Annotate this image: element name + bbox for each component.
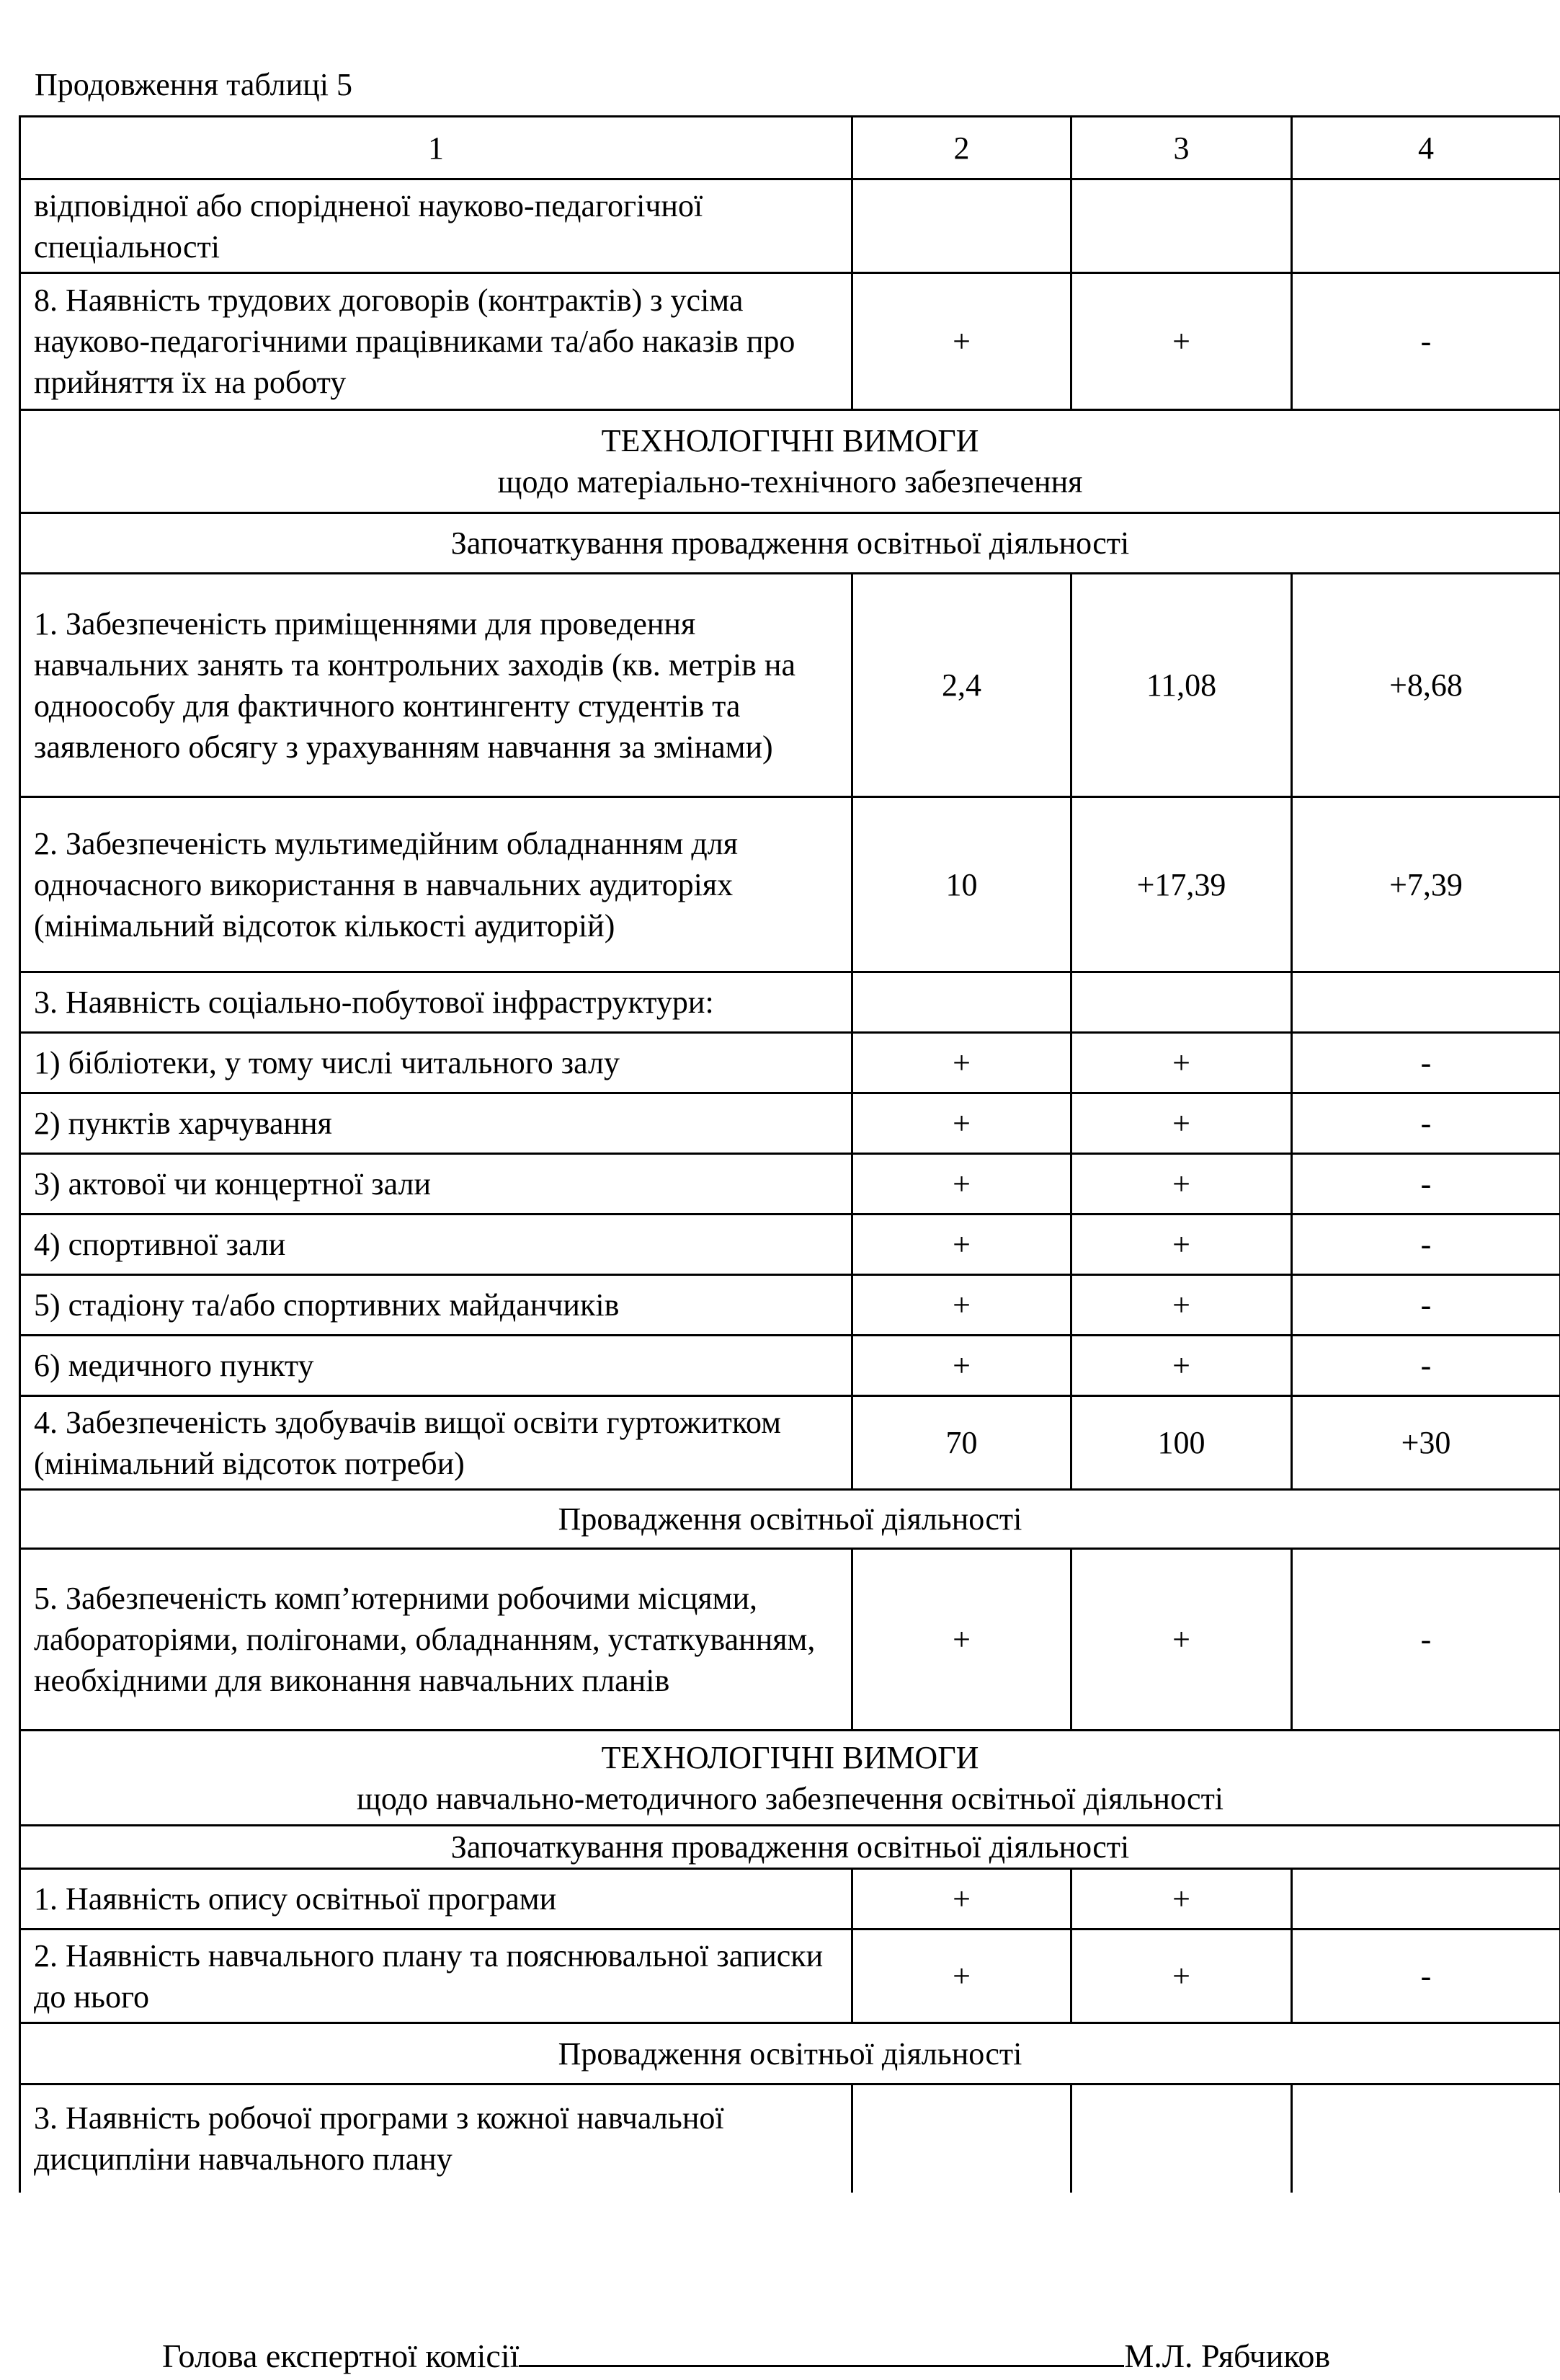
header-row [20, 117, 1560, 179]
column-header-1: 1 [20, 117, 852, 179]
value-column-4: - [1292, 1154, 1560, 1215]
requirement-text: 5) стадіону та/або спортивних майданчиків [20, 1275, 852, 1336]
value-column-2: + [852, 1033, 1071, 1093]
value-column-2: 2,4 [852, 574, 1071, 797]
table-row [20, 574, 1560, 797]
value-column-4 [1292, 972, 1560, 1033]
value-column-3: + [1071, 273, 1292, 410]
subsection-header-row [20, 1490, 1560, 1549]
table-row [20, 972, 1560, 1033]
section-header-row [20, 1731, 1560, 1826]
value-column-4: +8,68 [1292, 574, 1560, 797]
column-header-2: 2 [852, 117, 1071, 179]
signature-line [519, 2332, 1124, 2367]
table-row [20, 1396, 1560, 1490]
table-row [20, 1930, 1560, 2023]
value-column-3: 11,08 [1071, 574, 1292, 797]
subsection-title: Започаткування провадження освітньої діяльності [20, 1826, 1560, 1869]
value-column-3: + [1071, 1154, 1292, 1215]
value-column-2 [852, 179, 1071, 273]
value-column-2: 10 [852, 797, 1071, 972]
requirement-text: 4. Забезпеченість здобувачів вищої освіти гуртожитком (мінімальний відсоток потреби) [20, 1396, 852, 1490]
value-column-2: + [852, 1930, 1071, 2023]
requirement-text: 3. Наявність робочої програми з кожної навчальної дисципліни навчального плану [20, 2084, 852, 2193]
table-row [20, 1154, 1560, 1215]
value-column-3: + [1071, 1930, 1292, 2023]
requirement-text: 6) медичного пункту [20, 1336, 852, 1396]
value-column-2 [852, 972, 1071, 1033]
section-subtitle: щодо навчально-методичного забезпечення освітньої діяльності [356, 1780, 1224, 1816]
value-column-3: +17,39 [1071, 797, 1292, 972]
column-header-4: 4 [1292, 117, 1560, 179]
value-column-3: + [1071, 1275, 1292, 1336]
value-column-4: - [1292, 1336, 1560, 1396]
section-title [20, 410, 1560, 513]
section-title-main: ТЕХНОЛОГІЧНІ ВИМОГИ [601, 1739, 979, 1775]
subsection-header-row [20, 513, 1560, 574]
requirement-text: 8. Наявність трудових договорів (контрактів) з усіма науково-педагогічними працівниками та/або наказів про прийняття їх на роботу [20, 273, 852, 410]
value-column-4: - [1292, 1549, 1560, 1731]
requirement-text: 1) бібліотеки, у тому числі читального залу [20, 1033, 852, 1093]
subsection-title: Провадження освітньої діяльності [20, 2023, 1560, 2084]
requirement-text: 1. Забезпеченість приміщеннями для проведення навчальних занять та контрольних заходів (кв. метрів на одноособу для фактичного контингенту студентів та заявленого обсягу з урахуванням навчання за змінами) [20, 574, 852, 797]
section-title [20, 1731, 1560, 1826]
value-column-3: + [1071, 1093, 1292, 1154]
table-row [20, 179, 1560, 273]
table-row [20, 1336, 1560, 1396]
subsection-title: Провадження освітньої діяльності [20, 1490, 1560, 1549]
value-column-3: + [1071, 1033, 1292, 1093]
value-column-4: - [1292, 1093, 1560, 1154]
value-column-2: + [852, 1549, 1071, 1731]
value-column-2 [852, 2084, 1071, 2193]
value-column-2: + [852, 273, 1071, 410]
requirement-text: відповідної або спорідненої науково-педагогічної спеціальності [20, 179, 852, 273]
table-row [20, 1275, 1560, 1336]
section-subtitle: щодо матеріально-технічного забезпечення [497, 464, 1083, 499]
value-column-2: + [852, 1093, 1071, 1154]
requirement-text: 3) актової чи концертної зали [20, 1154, 852, 1215]
requirement-text: 2. Наявність навчального плану та пояснювальної записки до нього [20, 1930, 852, 2023]
value-column-4: - [1292, 1275, 1560, 1336]
table-row [20, 273, 1560, 410]
value-column-3: 100 [1071, 1396, 1292, 1490]
value-column-3: + [1071, 1869, 1292, 1930]
requirement-text: 2. Забезпеченість мультимедійним обладнанням для одночасного використання в навчальних аудиторіях (мінімальний відсоток кількості аудиторій) [20, 797, 852, 972]
table-row [20, 2084, 1560, 2193]
value-column-2: + [852, 1275, 1071, 1336]
signature-label: Голова експертної комісії [162, 2337, 520, 2374]
table-row [20, 797, 1560, 972]
section-header-row [20, 410, 1560, 513]
subsection-header-row [20, 2023, 1560, 2084]
value-column-4: - [1292, 1930, 1560, 2023]
column-header-3: 3 [1071, 117, 1292, 179]
requirement-text: 3. Наявність соціально-побутової інфраструктури: [20, 972, 852, 1033]
section-title-main: ТЕХНОЛОГІЧНІ ВИМОГИ [601, 423, 979, 458]
table-row [20, 1215, 1560, 1275]
value-column-4: +7,39 [1292, 797, 1560, 972]
value-column-2: 70 [852, 1396, 1071, 1490]
table-caption: Продовження таблиці 5 [35, 67, 352, 102]
value-column-4: +30 [1292, 1396, 1560, 1490]
value-column-2: + [852, 1215, 1071, 1275]
requirement-text: 5. Забезпеченість комп’ютерними робочими місцями, лабораторіями, полігонами, обладнанням, устаткуванням, необхідними для виконання навчальних планів [20, 1549, 852, 1731]
table-row [20, 1869, 1560, 1930]
subsection-title: Започаткування провадження освітньої діяльності [20, 513, 1560, 574]
value-column-2: + [852, 1154, 1071, 1215]
requirements-table [19, 115, 1560, 2193]
table-row [20, 1093, 1560, 1154]
subsection-header-row [20, 1826, 1560, 1869]
signature-name: М.Л. Рябчиков [1124, 2337, 1331, 2374]
requirement-text: 1. Наявність опису освітньої програми [20, 1869, 852, 1930]
requirement-text: 4) спортивної зали [20, 1215, 852, 1275]
table-row [20, 1549, 1560, 1731]
value-column-4 [1292, 179, 1560, 273]
value-column-2: + [852, 1336, 1071, 1396]
value-column-3: + [1071, 1336, 1292, 1396]
value-column-3 [1071, 179, 1292, 273]
value-column-3: + [1071, 1549, 1292, 1731]
table-row [20, 1033, 1560, 1093]
signature-block [162, 2332, 1330, 2378]
value-column-4 [1292, 2084, 1560, 2193]
value-column-4: - [1292, 273, 1560, 410]
value-column-4: - [1292, 1215, 1560, 1275]
value-column-3 [1071, 972, 1292, 1033]
value-column-4 [1292, 1869, 1560, 1930]
value-column-4: - [1292, 1033, 1560, 1093]
requirement-text: 2) пунктів харчування [20, 1093, 852, 1154]
value-column-3: + [1071, 1215, 1292, 1275]
value-column-3 [1071, 2084, 1292, 2193]
value-column-2: + [852, 1869, 1071, 1930]
